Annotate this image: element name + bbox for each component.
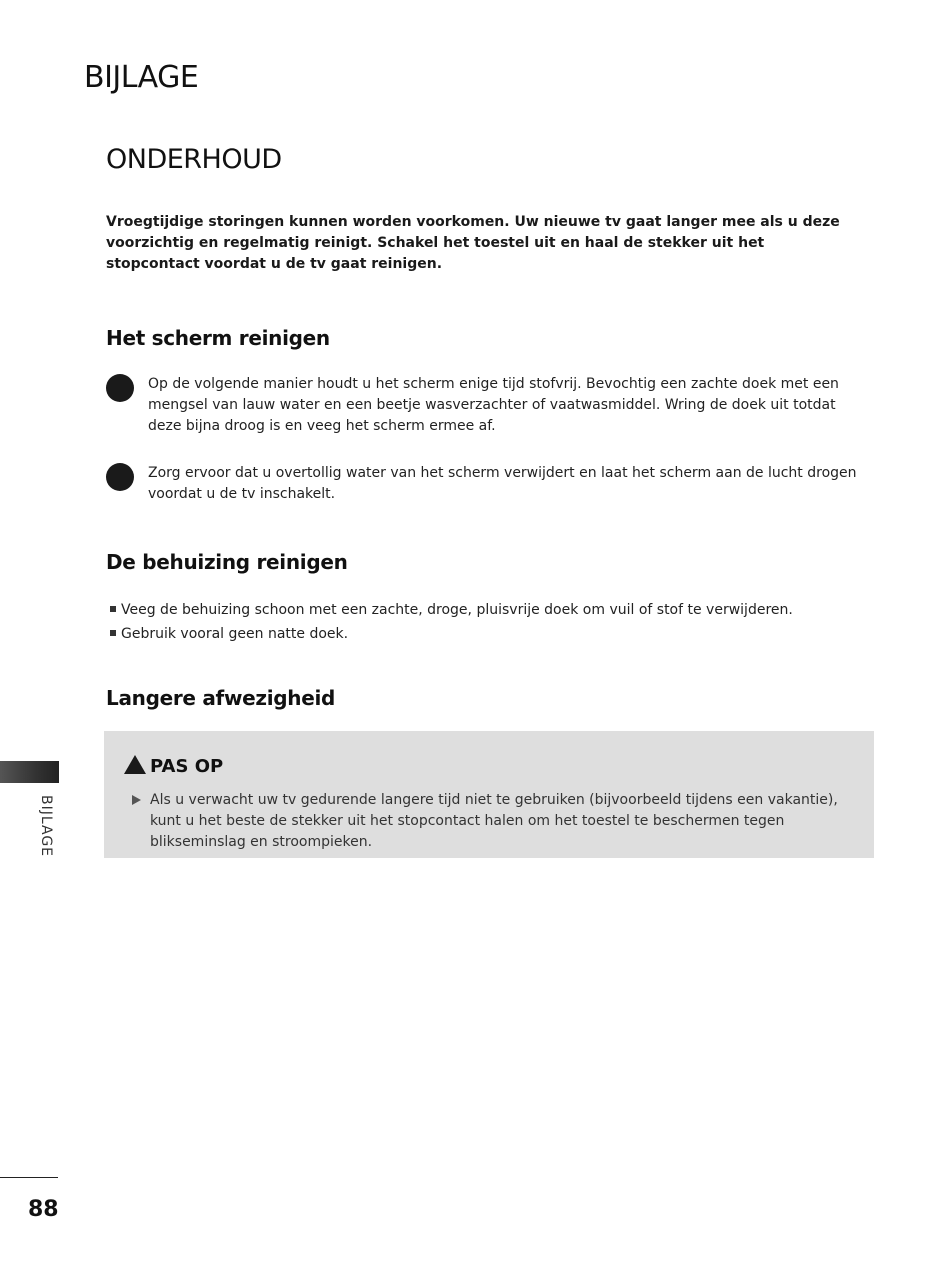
list-item: [110, 622, 793, 646]
play-arrow-icon: [132, 795, 141, 805]
screen-cleaning-text-2: Zorg ervoor dat u overtollig water van het scherm verwijdert en laat het scherm aan de lucht drogen voordat u de tv inschakelt.: [148, 465, 857, 502]
side-tab-marker: [0, 761, 59, 783]
square-bullet-icon: [110, 606, 116, 612]
heading-screen-cleaning: Het scherm reinigen: [106, 326, 330, 350]
screen-cleaning-item-1: [106, 374, 868, 437]
filled-circle-icon: [106, 463, 134, 491]
cabinet-cleaning-list: [110, 598, 793, 646]
screen-cleaning-text-1: Op de volgende manier houdt u het scherm enige tijd stofvrij. Bevochtig een zachte doek met een mengsel van lauw water en een beetje wasverzachter of vaatwasmiddel. Wring de doek uit totdat deze bijna droog is en veeg het scherm ermee af.: [148, 376, 839, 434]
intro-paragraph: Vroegtijdige storingen kunnen worden voorkomen. Uw nieuwe tv gaat langer mee als u deze voorzichtig en regelmatig reinigt. Schakel het toestel uit en haal de stekker uit het stopcontact voordat u de tv gaat reinigen.: [106, 214, 840, 272]
caution-box: [104, 731, 874, 858]
page-number: 88: [28, 1197, 59, 1222]
section-title: ONDERHOUD: [106, 144, 282, 175]
cabinet-cleaning-text-1: Veeg de behuizing schoon met een zachte, droge, pluisvrije doek om vuil of stof te verwijderen.: [121, 602, 793, 618]
footer-divider: [0, 1177, 58, 1178]
list-item: [110, 598, 793, 622]
caution-text: Als u verwacht uw tv gedurende langere tijd niet te gebruiken (bijvoorbeeld tijdens een vakantie), kunt u het beste de stekker uit het stopcontact halen om het toestel te beschermen tegen blikseminslag en stroompieken.: [150, 792, 838, 850]
caution-header: [124, 755, 223, 777]
caution-body: [132, 790, 858, 853]
side-tab-label: BIJLAGE: [38, 795, 54, 858]
warning-triangle-icon: [124, 755, 146, 774]
caution-title: PAS OP: [150, 756, 224, 777]
screen-cleaning-item-2: [106, 463, 868, 505]
filled-circle-icon: [106, 374, 134, 402]
chapter-title: BIJLAGE: [84, 60, 199, 95]
square-bullet-icon: [110, 630, 116, 636]
heading-cabinet-cleaning: De behuizing reinigen: [106, 550, 348, 574]
heading-extended-absence: Langere afwezigheid: [106, 686, 336, 710]
cabinet-cleaning-text-2: Gebruik vooral geen natte doek.: [121, 626, 349, 642]
